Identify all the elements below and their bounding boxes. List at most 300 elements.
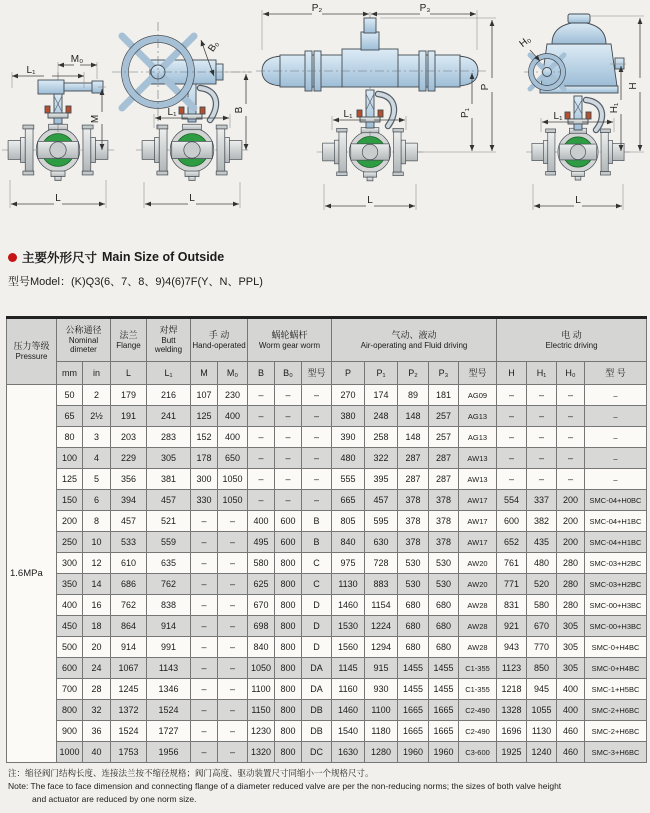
table-cell: – — [218, 721, 248, 742]
table-cell: SMC-1+H5BC — [585, 679, 647, 700]
table-cell: 200 — [557, 490, 585, 511]
table-cell: – — [527, 448, 557, 469]
dimension-table — [6, 316, 647, 763]
table-cell: C1-355 — [459, 679, 497, 700]
drawing-lever-valve — [2, 54, 114, 208]
table-row — [7, 679, 647, 700]
table-cell: 1143 — [147, 658, 191, 679]
table-cell: SMC-00+H3BC — [585, 616, 647, 637]
table-cell: 257 — [429, 427, 459, 448]
table-cell: C — [302, 574, 332, 595]
group-electric: 电 动 Electric driving — [497, 318, 647, 362]
table-cell: 381 — [147, 469, 191, 490]
table-cell: 305 — [557, 616, 585, 637]
table-cell: – — [497, 448, 527, 469]
table-cell: 382 — [527, 511, 557, 532]
table-cell: – — [275, 490, 302, 511]
dim-label-l1: L₁ — [26, 65, 36, 76]
table-cell: 356 — [111, 469, 147, 490]
table-cell: – — [302, 469, 332, 490]
table-cell: 762 — [147, 574, 191, 595]
table-cell: 1160 — [332, 679, 365, 700]
table-cell: 680 — [429, 637, 459, 658]
table-cell: 330 — [191, 490, 218, 511]
table-cell: 1372 — [111, 700, 147, 721]
table-cell: – — [218, 637, 248, 658]
table-cell: – — [497, 406, 527, 427]
table-cell: 1130 — [332, 574, 365, 595]
table-cell: 1524 — [111, 721, 147, 742]
table-cell: 600 — [275, 511, 302, 532]
table-cell: – — [218, 679, 248, 700]
table-cell: – — [557, 469, 585, 490]
table-cell: – — [497, 469, 527, 490]
table-cell: 800 — [275, 700, 302, 721]
table-cell: 40 — [83, 742, 111, 763]
table-cell: 3 — [83, 427, 111, 448]
table-cell: 680 — [398, 637, 429, 658]
table-cell: 700 — [57, 679, 83, 700]
table-cell: SMC-00+H3BC — [585, 595, 647, 616]
table-row — [7, 595, 647, 616]
table-cell: – — [557, 427, 585, 448]
table-cell: 500 — [57, 637, 83, 658]
table-cell: 36 — [83, 721, 111, 742]
table-cell: D — [302, 616, 332, 637]
table-cell: 174 — [365, 385, 398, 406]
column-header: in — [83, 362, 111, 385]
table-cell: 1150 — [248, 700, 275, 721]
table-cell: 1224 — [365, 616, 398, 637]
table-cell: – — [585, 406, 647, 427]
column-header: 型 号 — [585, 362, 647, 385]
table-cell: 107 — [191, 385, 218, 406]
table-cell: 457 — [111, 511, 147, 532]
table-cell: AW17 — [459, 532, 497, 553]
drawing-gear-valve — [112, 22, 252, 208]
dim-label-b0: B₀ — [206, 38, 222, 55]
table-cell: D — [302, 637, 332, 658]
table-cell: – — [275, 385, 302, 406]
footnote-en-line1: Note: The face to face dimension and connecting flange of a diameter reduced valve are per the non-reducing norms; the sizes of both valve height — [8, 780, 562, 791]
table-cell: – — [557, 406, 585, 427]
table-cell: 1665 — [398, 700, 429, 721]
dim-label-l: L — [367, 195, 373, 206]
table-cell: – — [497, 427, 527, 448]
header-row-groups — [7, 318, 647, 362]
table-cell: 378 — [429, 532, 459, 553]
dim-label-l1: L₁ — [343, 109, 353, 120]
table-cell: 864 — [111, 616, 147, 637]
table-cell: AW28 — [459, 616, 497, 637]
table-cell: 840 — [332, 532, 365, 553]
table-cell: 395 — [365, 469, 398, 490]
table-cell: 698 — [248, 616, 275, 637]
table-cell: 1240 — [527, 742, 557, 763]
table-cell: 20 — [83, 637, 111, 658]
table-cell: SMC-03+H2BC — [585, 574, 647, 595]
table-cell: 24 — [83, 658, 111, 679]
table-cell: – — [275, 406, 302, 427]
table-row — [7, 574, 647, 595]
table-cell: 520 — [527, 574, 557, 595]
table-row — [7, 490, 647, 511]
table-cell: 460 — [557, 721, 585, 742]
table-cell: 18 — [83, 616, 111, 637]
table-cell: 559 — [147, 532, 191, 553]
table-cell: – — [527, 406, 557, 427]
table-cell: 305 — [557, 658, 585, 679]
table-cell: 4 — [83, 448, 111, 469]
table-cell: 100 — [57, 448, 83, 469]
table-cell: 200 — [557, 511, 585, 532]
table-cell: 65 — [57, 406, 83, 427]
column-header: H₁ — [527, 362, 557, 385]
table-cell: 435 — [527, 532, 557, 553]
column-header: M₀ — [218, 362, 248, 385]
table-cell: 1530 — [332, 616, 365, 637]
table-cell: 1455 — [429, 658, 459, 679]
table-cell: 1280 — [365, 742, 398, 763]
table-cell: – — [191, 679, 218, 700]
section-title-en: Main Size of Outside — [102, 250, 225, 264]
table-cell: 191 — [111, 406, 147, 427]
footnote-en-line2: and actuator are reduced by one norm size. — [32, 793, 197, 804]
table-cell: C2-490 — [459, 721, 497, 742]
table-cell: 800 — [275, 595, 302, 616]
table-cell: 241 — [147, 406, 191, 427]
table-cell: 635 — [147, 553, 191, 574]
table-cell: 838 — [147, 595, 191, 616]
table-cell: 1727 — [147, 721, 191, 742]
table-cell: 305 — [147, 448, 191, 469]
table-cell: 530 — [398, 574, 429, 595]
table-cell: 1230 — [248, 721, 275, 742]
column-header: B₀ — [275, 362, 302, 385]
table-cell: 1960 — [398, 742, 429, 763]
table-row — [7, 406, 647, 427]
table-cell: 89 — [398, 385, 429, 406]
table-cell: B — [302, 532, 332, 553]
column-header: B — [248, 362, 275, 385]
table-cell: SMC-2+H6BC — [585, 700, 647, 721]
header-row-units — [7, 362, 647, 385]
table-cell: 761 — [497, 553, 527, 574]
table-cell: – — [191, 574, 218, 595]
table-cell: 530 — [398, 553, 429, 574]
table-cell: 600 — [275, 532, 302, 553]
table-cell: 400 — [557, 679, 585, 700]
table-cell: SMC-04+H1BC — [585, 532, 647, 553]
group-butt-welding: 对焊 Butt welding — [147, 318, 191, 362]
table-cell: 580 — [527, 595, 557, 616]
table-cell: 80 — [57, 427, 83, 448]
table-cell: 1665 — [398, 721, 429, 742]
table-cell: 178 — [191, 448, 218, 469]
table-cell: 179 — [111, 385, 147, 406]
table-cell: C — [302, 553, 332, 574]
table-cell: 380 — [332, 406, 365, 427]
table-cell: 800 — [57, 700, 83, 721]
dim-label-b: B — [234, 106, 245, 114]
table-cell: 287 — [398, 448, 429, 469]
dim-label-h0: H₀ — [517, 34, 534, 50]
model-label: 型号Model： — [8, 276, 71, 288]
table-cell: 337 — [527, 490, 557, 511]
table-cell: 555 — [332, 469, 365, 490]
table-cell: 152 — [191, 427, 218, 448]
table-cell: SMC-0+H4BC — [585, 637, 647, 658]
table-row — [7, 616, 647, 637]
table-cell: 521 — [147, 511, 191, 532]
table-cell: 283 — [147, 427, 191, 448]
table-cell: 770 — [527, 637, 557, 658]
column-header: 型号 — [302, 362, 332, 385]
table-cell: – — [191, 637, 218, 658]
table-cell: 1455 — [429, 679, 459, 700]
table-cell: 125 — [57, 469, 83, 490]
table-cell: 248 — [365, 406, 398, 427]
table-cell: 457 — [147, 490, 191, 511]
table-cell: DC — [302, 742, 332, 763]
table-cell: 686 — [111, 574, 147, 595]
dim-label-h: H — [628, 82, 639, 90]
table-cell: – — [218, 574, 248, 595]
table-cell: 378 — [398, 511, 429, 532]
table-cell: 400 — [557, 700, 585, 721]
table-cell: 800 — [275, 721, 302, 742]
table-cell: 125 — [191, 406, 218, 427]
table-cell: AW17 — [459, 511, 497, 532]
table-cell: 350 — [57, 574, 83, 595]
table-cell: B — [302, 511, 332, 532]
table-cell: 800 — [275, 658, 302, 679]
table-cell: 450 — [57, 616, 83, 637]
column-header: L — [111, 362, 147, 385]
dim-label-l: L — [55, 193, 61, 204]
table-cell: AG13 — [459, 406, 497, 427]
table-cell: 883 — [365, 574, 398, 595]
table-row — [7, 721, 647, 742]
table-cell: 1455 — [398, 658, 429, 679]
table-cell: 1180 — [365, 721, 398, 742]
dim-label-h1: H₁ — [609, 102, 620, 114]
table-cell: 1460 — [332, 700, 365, 721]
table-cell: 610 — [111, 553, 147, 574]
table-cell: 625 — [248, 574, 275, 595]
table-cell: – — [218, 616, 248, 637]
dim-label-m: M — [90, 114, 101, 124]
table-cell: 270 — [332, 385, 365, 406]
table-cell: 650 — [218, 448, 248, 469]
table-cell: 1540 — [332, 721, 365, 742]
column-header: mm — [57, 362, 83, 385]
table-cell: 762 — [111, 595, 147, 616]
red-bullet-icon — [8, 253, 17, 262]
dim-label-p1: P₁ — [460, 107, 471, 119]
table-cell: – — [585, 469, 647, 490]
table-cell: – — [585, 427, 647, 448]
dim-label-l1: L₁ — [167, 107, 177, 118]
group-flange: 法兰 Flange — [111, 318, 147, 362]
table-cell: 216 — [147, 385, 191, 406]
table-cell: 1328 — [497, 700, 527, 721]
footnote-zh: 注：缩径阀门结构长度、连接法兰按不缩径规格；阀门高度、驱动装置尺寸同缩小一个规格尺寸。 — [8, 768, 374, 778]
table-cell: 921 — [497, 616, 527, 637]
table-cell: – — [557, 448, 585, 469]
table-cell: 580 — [248, 553, 275, 574]
table-cell: SMC-03+H2BC — [585, 553, 647, 574]
table-cell: 457 — [365, 490, 398, 511]
table-cell: – — [248, 469, 275, 490]
table-cell: 680 — [398, 616, 429, 637]
table-cell: – — [497, 385, 527, 406]
table-cell: – — [302, 385, 332, 406]
pressure-value-cell: 1.6MPa — [7, 385, 57, 763]
table-cell: – — [191, 511, 218, 532]
table-cell: 600 — [497, 511, 527, 532]
table-cell: – — [527, 385, 557, 406]
table-cell: 305 — [557, 637, 585, 658]
table-cell: 1055 — [527, 700, 557, 721]
table-cell: 831 — [497, 595, 527, 616]
table-cell: 800 — [275, 742, 302, 763]
dim-label-p: P — [480, 83, 491, 91]
table-cell: SMC-04+H1BC — [585, 511, 647, 532]
table-cell: 480 — [332, 448, 365, 469]
model-line — [8, 273, 263, 289]
table-row — [7, 511, 647, 532]
table-row — [7, 385, 647, 406]
table-cell: 1696 — [497, 721, 527, 742]
table-cell: – — [191, 700, 218, 721]
table-cell: 1460 — [332, 595, 365, 616]
table-cell: – — [302, 448, 332, 469]
table-cell: 1524 — [147, 700, 191, 721]
table-cell: 1050 — [248, 658, 275, 679]
table-cell: – — [275, 448, 302, 469]
table-cell: – — [191, 595, 218, 616]
table-cell: 10 — [83, 532, 111, 553]
table-cell: – — [527, 469, 557, 490]
table-cell: 680 — [429, 616, 459, 637]
group-nominal-diameter: 公称通径 Nominal dimeter — [57, 318, 111, 362]
table-cell: 2½ — [83, 406, 111, 427]
table-cell: 1560 — [332, 637, 365, 658]
table-cell: 1050 — [218, 490, 248, 511]
table-cell: SMC-3+H6BC — [585, 742, 647, 763]
table-cell: 652 — [497, 532, 527, 553]
dim-label-l: L — [189, 193, 195, 204]
column-header: H — [497, 362, 527, 385]
group-hand-operated: 手 动 Hand-operated — [191, 318, 248, 362]
table-cell: 148 — [398, 406, 429, 427]
table-cell: 1154 — [365, 595, 398, 616]
table-cell: 460 — [557, 742, 585, 763]
table-cell: 12 — [83, 553, 111, 574]
section-title-zh: 主要外形尺寸 — [22, 251, 98, 265]
table-cell: – — [218, 658, 248, 679]
footnote — [8, 767, 561, 805]
table-cell: – — [275, 427, 302, 448]
table-row — [7, 553, 647, 574]
table-cell: C2-490 — [459, 700, 497, 721]
table-cell: – — [302, 427, 332, 448]
table-cell: 1130 — [527, 721, 557, 742]
table-cell: 480 — [527, 553, 557, 574]
table-cell: 530 — [429, 553, 459, 574]
table-cell: 800 — [275, 574, 302, 595]
table-cell: 1067 — [111, 658, 147, 679]
table-cell: 378 — [429, 511, 459, 532]
table-cell: 1346 — [147, 679, 191, 700]
table-cell: 378 — [398, 490, 429, 511]
pressure-header: 压力等级 Pressure — [7, 318, 57, 385]
table-cell: 495 — [248, 532, 275, 553]
table-cell: – — [275, 469, 302, 490]
column-header: H₀ — [557, 362, 585, 385]
table-cell: 287 — [429, 469, 459, 490]
table-row — [7, 637, 647, 658]
dim-label-p2: P₂ — [311, 3, 323, 14]
table-cell: 630 — [365, 532, 398, 553]
table-cell: – — [557, 385, 585, 406]
table-cell: 378 — [398, 532, 429, 553]
table-cell: 400 — [57, 595, 83, 616]
table-cell: 230 — [218, 385, 248, 406]
table-cell: 32 — [83, 700, 111, 721]
table-cell: 1050 — [218, 469, 248, 490]
table-cell: 800 — [275, 616, 302, 637]
table-cell: AW20 — [459, 553, 497, 574]
table-cell: AW13 — [459, 469, 497, 490]
model-value: (K)Q3(6、7、8、9)4(6)7F(Y、N、PPL) — [70, 276, 263, 288]
table-cell: – — [218, 553, 248, 574]
table-cell: 850 — [527, 658, 557, 679]
table-cell: AG13 — [459, 427, 497, 448]
table-cell: 1960 — [429, 742, 459, 763]
table-cell: 6 — [83, 490, 111, 511]
table-cell: 914 — [147, 616, 191, 637]
table-cell: – — [302, 406, 332, 427]
table-cell: 200 — [57, 511, 83, 532]
table-cell: – — [191, 658, 218, 679]
table-cell: 771 — [497, 574, 527, 595]
table-cell: DA — [302, 679, 332, 700]
column-header: P₂ — [398, 362, 429, 385]
dim-label-p3: P₃ — [419, 3, 431, 14]
valve-drawings — [0, 0, 650, 246]
table-cell: 400 — [218, 406, 248, 427]
group-worm-gear: 蜗轮蜗杆 Worm gear worm — [248, 318, 332, 362]
table-cell: – — [302, 490, 332, 511]
table-cell: 670 — [527, 616, 557, 637]
table-cell: 915 — [365, 658, 398, 679]
table-cell: 300 — [57, 553, 83, 574]
table-cell: 5 — [83, 469, 111, 490]
dim-label-l1: L₁ — [553, 111, 563, 122]
table-row — [7, 532, 647, 553]
table-cell: 1100 — [248, 679, 275, 700]
table-cell: 28 — [83, 679, 111, 700]
table-cell: 1218 — [497, 679, 527, 700]
table-cell: – — [248, 490, 275, 511]
table-cell: 728 — [365, 553, 398, 574]
table-cell: – — [191, 721, 218, 742]
table-cell: 665 — [332, 490, 365, 511]
table-cell: 943 — [497, 637, 527, 658]
table-cell: 530 — [429, 574, 459, 595]
